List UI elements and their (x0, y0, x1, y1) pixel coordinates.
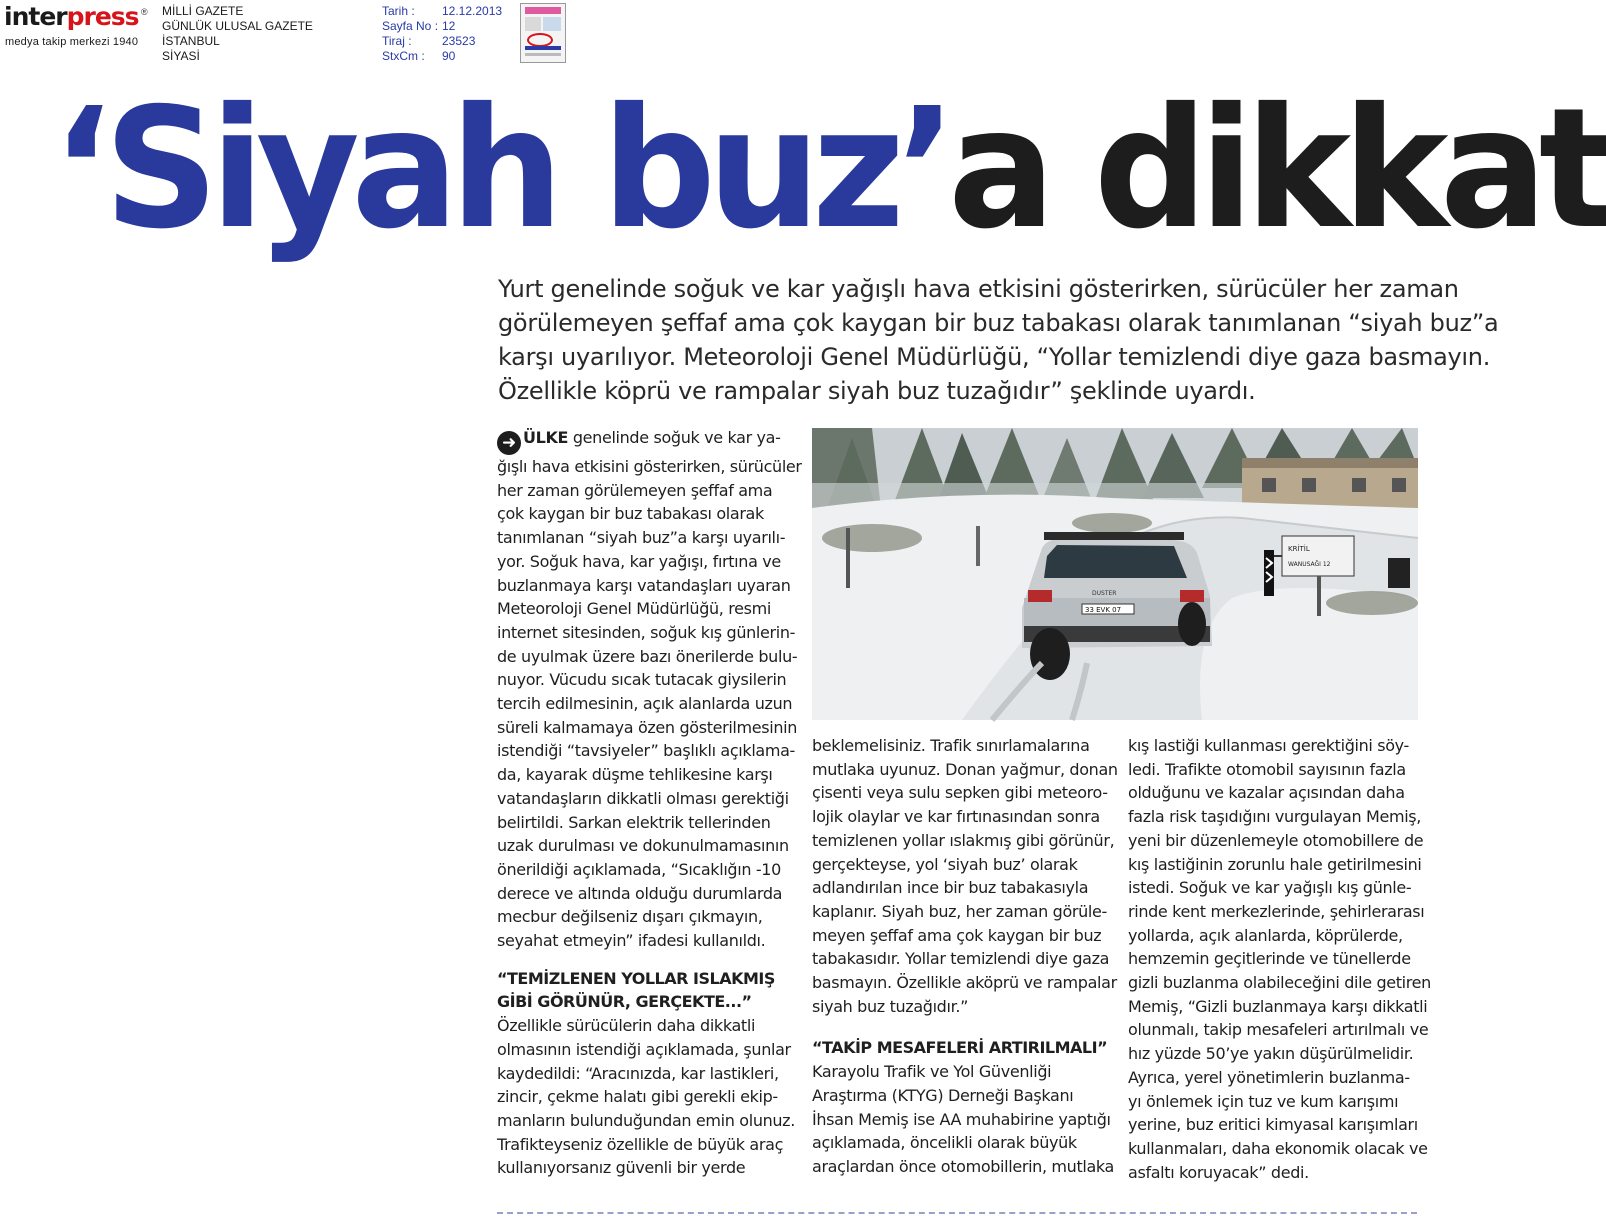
body-text-line: gizli buzlanma olabileceğini dile getiren (1128, 973, 1431, 993)
body-text-line: Karayolu Trafik ve Yol Güvenliği (812, 1062, 1052, 1082)
body-text-line: tanımlanan “siyah buz”a karşı uyarılı- (497, 528, 786, 548)
body-text-line: süreli kalmamaya özen gösterilmesinin (497, 717, 798, 737)
dateline: ÜLKE (523, 428, 569, 447)
body-text-line: istedi. Soğuk ve kar yağışlı kış günle- (1128, 878, 1412, 898)
headline-black-part: a dikkat (948, 73, 1606, 266)
body-text-line: çisenti veya sulu sepken gibi meteoro- (812, 783, 1108, 803)
arrow-right-icon: ➜ (497, 431, 521, 455)
body-text-line: ğışlı hava etkisini gösterirken, sürücüler (497, 457, 802, 476)
body-text-line: araçlardan önce otomobillerin, mutlaka (812, 1156, 1115, 1176)
snowy-road-photo (812, 428, 1418, 720)
body-text-line: her zaman görülemeyen şeffaf ama (497, 480, 773, 500)
body-text-line: İhsan Memiş ise AA muhabirine yaptığı (812, 1109, 1111, 1129)
body-text-line: lojik olaylar ve kar fırtınasından sonra (812, 807, 1100, 827)
body-text-line: beklemelisiniz. Trafik sınırlamalarına (812, 736, 1090, 755)
body-text-line: adlandırılan ince bir buz tabakasıyla (812, 878, 1089, 898)
body-text-line: da, kayarak düşme tehlikesine karşı (497, 765, 773, 785)
body-text-line: kullanmaları, daha ekonomik olacak ve (1128, 1138, 1428, 1158)
article-column-2 (812, 734, 1118, 1179)
deck-line: görülemeyen şeffaf ama çok kaygan bir buz tabakası olarak tanımlanan “siyah buz”a (498, 309, 1499, 337)
body-text-line: kullanıyorsanız güvenli bir yerde (497, 1158, 746, 1178)
sign-text-1: KRİTİL (1288, 545, 1310, 553)
body-text-line: temizlenen yollar ıslakmış gibi görünür, (812, 830, 1115, 850)
body-text-line: yı önlemek için tuz ve kum karışımı (1128, 1091, 1399, 1111)
meta-value: 23523 (442, 34, 476, 48)
body-text-line: kaplanır. Siyah buz, her zaman görüle- (812, 901, 1107, 921)
deck-line: Özellikle köprü ve rampalar siyah buz tuzağıdır” şeklinde uyardı. (498, 377, 1256, 405)
logo-part-inter: inter (4, 2, 67, 31)
car-brand-badge: DUSTER (1092, 590, 1117, 597)
body-text-line: fazla risk taşıdığını vurgulayan Memiş, (1128, 807, 1422, 827)
first-line-text: genelinde soğuk ve kar ya- (568, 428, 781, 447)
subheading-2: “TAKİP MESAFELERİ ARTIRILMALI” (812, 1038, 1108, 1058)
subheading-1-line: “TEMİZLENEN YOLLAR ISLAKMIŞ (497, 968, 775, 988)
body-text-line: kış lastiği kullanması gerektiğini söy- (1128, 736, 1409, 755)
headline-blue-part: ‘Siyah buz’ (52, 73, 949, 266)
meta-label: StxCm : (382, 49, 425, 63)
article-headline (52, 70, 1606, 270)
meta-value: 12.12.2013 (442, 4, 503, 18)
meta-value: 90 (442, 49, 456, 63)
body-text-line: de uyulmak üzere bazı önerilerde bulu- (497, 646, 798, 666)
body-text-line: kış lastiğinin zorunlu hale getirilmesini (1128, 854, 1422, 874)
logo-part-press: press (66, 2, 139, 31)
body-text-line: asfaltı koruyacak” dedi. (1128, 1162, 1309, 1182)
body-text-line: Meteoroloji Genel Müdürlüğü, resmi (497, 599, 771, 619)
meta-value: 12 (442, 19, 456, 33)
publication-frequency: GÜNLÜK ULUSAL GAZETE (162, 19, 313, 33)
article-deck (498, 272, 1499, 408)
body-text-line: mutlaka uyunuz. Donan yağmur, donan (812, 759, 1118, 779)
logo-wordmark (4, 4, 139, 30)
body-text-line: ledi. Trafikte otomobil sayısının fazla (1128, 759, 1406, 779)
body-text-line: manların bulunduğundan emin olunuz. (497, 1110, 795, 1130)
body-text-line: kaydedildi: “Aracınızda, kar lastikleri, (497, 1063, 779, 1083)
body-text-line: rinde kent merkezlerinde, şehirlerarası (1128, 901, 1425, 921)
body-text-line: olmasının istendiği açıklamada, şunlar (497, 1039, 791, 1059)
body-text-line: yeni bir düzenlemeyle otomobillere de (1128, 830, 1424, 850)
publication-category: SİYASİ (162, 49, 200, 63)
body-text-line: yollarda, açık alanlarda, köprülerde, (1128, 925, 1403, 945)
deck-line: Yurt genelinde soğuk ve kar yağışlı hava etkisini gösterirken, sürücüler her zaman (498, 275, 1459, 303)
license-plate: 33 EVK 07 (1085, 606, 1122, 614)
body-text-line: Memiş, “Gizli buzlanmaya karşı dikkatli (1128, 996, 1428, 1016)
publication-info (162, 4, 313, 64)
sign-text-2: WANUSAĞI 12 (1288, 561, 1331, 568)
interpress-logo (4, 4, 154, 50)
body-text-line: Ayrıca, yerel yönetimlerin buzlanma- (1128, 1067, 1410, 1087)
body-text-line: buzlanmaya karşı vatandaşları uyaran (497, 575, 791, 595)
body-text-line: uzak durulması ve dokunulmamasının (497, 836, 789, 856)
body-text-line: internet sitesinden, soğuk kış günlerin- (497, 622, 796, 642)
body-text-line: önerildiği açıklamada, “Sıcaklığın -10 (497, 859, 781, 879)
page-bottom-divider (497, 1212, 1417, 1216)
body-text-line: meyen şeffaf ama çok kaygan bir buz (812, 925, 1102, 945)
meta-label: Sayfa No : (382, 19, 439, 33)
body-text-line: olunmalı, takip mesafeleri artırılmalı ve (1128, 1020, 1429, 1040)
body-text-line: tercih edilmesinin, açık alanlarda uzun (497, 694, 793, 714)
article-column-1 (497, 426, 802, 1180)
body-text-line: Trafikteyseniz özellikle de büyük araç (497, 1134, 784, 1154)
page-thumbnail[interactable] (520, 3, 566, 63)
meta-row-date (382, 4, 502, 19)
body-text-line: açıklamada, öncelikli olarak büyük (812, 1133, 1077, 1153)
publication-city: İSTANBUL (162, 34, 220, 48)
body-text-line: vatandaşların dikkatli olması gerektiği (497, 788, 789, 808)
body-text-line: tabakasıdır. Yollar temizlendi diye gaza (812, 949, 1110, 969)
meta-row-stxcm (382, 49, 502, 64)
body-text-line: nuyor. Vücudu sıcak tutacak giysilerin (497, 670, 787, 690)
deck-line: karşı uyarılıyor. Meteoroloji Genel Müdürlüğü, “Yollar temizlendi diye gaza basmayın. (498, 343, 1491, 371)
body-text-line: derece ve altında olduğu durumlarda (497, 883, 783, 903)
body-text-line: hemzemin geçitlerinde ve tünellerde (1128, 949, 1411, 969)
logo-registered-mark: ® (141, 7, 148, 17)
body-text-line: Özellikle sürücülerin daha dikkatli (497, 1016, 756, 1036)
body-text-line: yerine, buz eritici kimyasal karışımları (1128, 1115, 1418, 1135)
subheading-1-line: GİBİ GÖRÜNÜR, GERÇEKTE...” (497, 992, 752, 1012)
body-text-line: çok kaygan bir buz tabakası olarak (497, 504, 764, 524)
body-text-line: basmayın. Özellikle aköprü ve rampalar (812, 973, 1117, 993)
body-text-line: siyah buz tuzağıdır.” (812, 996, 969, 1016)
body-text-line: hız yüzde 50’ye yakın düşürülmelidir. (1128, 1044, 1414, 1064)
body-text-line: mecbur değilseniz dışarı çıkmayın, (497, 907, 763, 927)
meta-label: Tiraj : (382, 34, 412, 48)
article-column-3 (1128, 734, 1431, 1184)
body-text-line: olduğunu ve kazalar açısından daha (1128, 783, 1405, 803)
publication-name: MİLLİ GAZETE (162, 4, 244, 18)
clipping-meta (382, 4, 502, 64)
meta-row-circulation (382, 34, 502, 49)
body-text-line: istendiği “tavsiyeler” başlıklı açıklama- (497, 741, 795, 761)
body-text-line: seyahat etmeyin” ifadesi kullanıldı. (497, 931, 766, 951)
meta-row-page (382, 19, 502, 34)
logo-tagline: medya takip merkezi 1940 (5, 36, 139, 48)
first-line (497, 426, 797, 455)
article-photo (812, 428, 1418, 720)
meta-label: Tarih : (382, 4, 415, 18)
body-text-line: zincir, çekme halatı gibi gerekli ekip- (497, 1087, 778, 1107)
body-text-line: yor. Soğuk hava, kar yağışı, fırtına ve (497, 551, 781, 571)
body-text-line: gerçekteyse, yol ‘siyah buz’ olarak (812, 854, 1078, 874)
body-text-line: Araştırma (KTYG) Derneği Başkanı (812, 1085, 1074, 1105)
body-text-line: belirtildi. Sarkan elektrik tellerinden (497, 812, 771, 832)
